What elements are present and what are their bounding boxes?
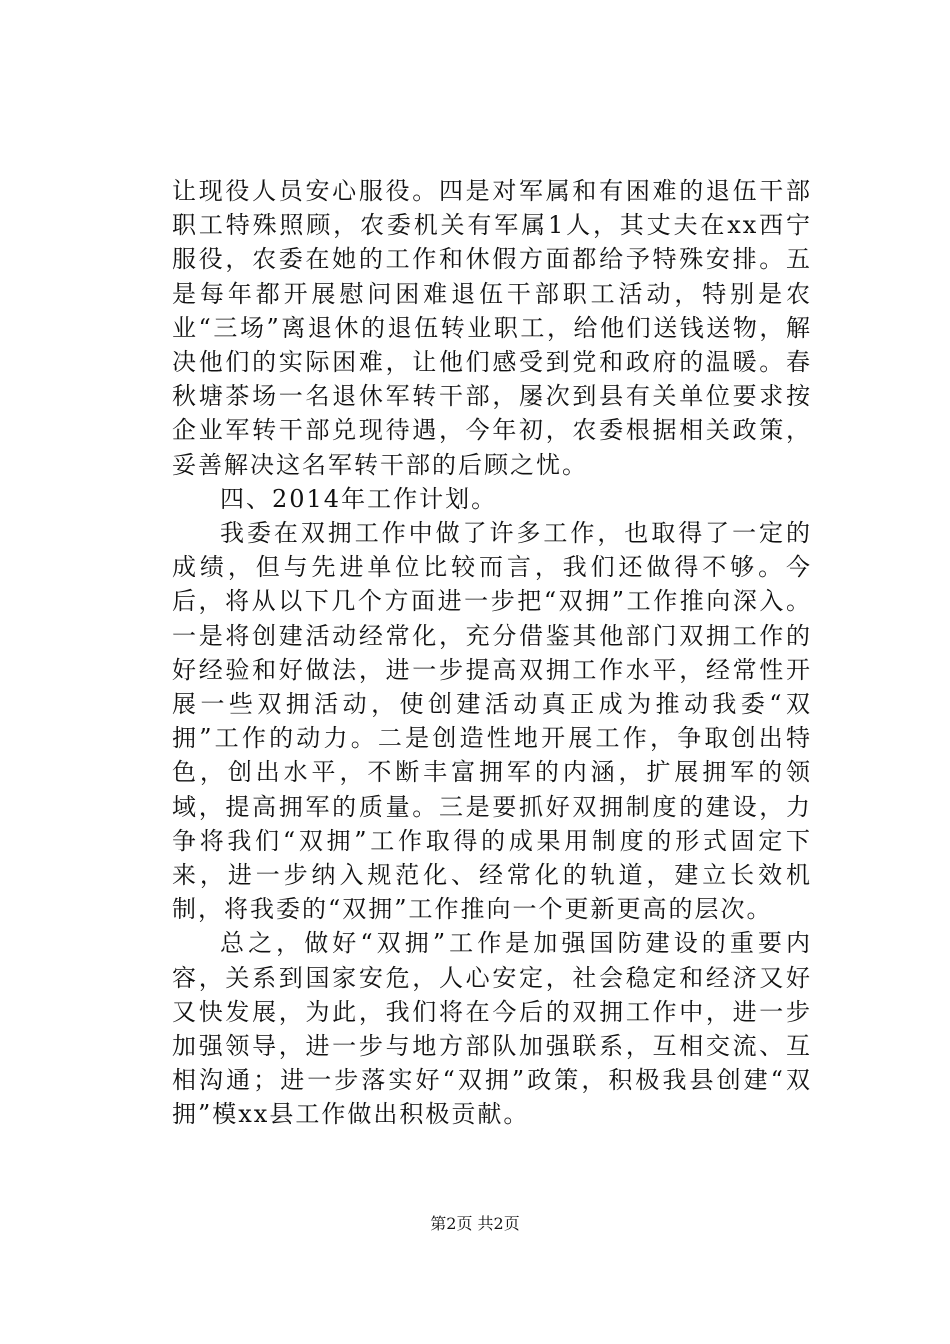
paragraph-continuation: 让现役人员安心服役。四是对军属和有困难的退伍干部职工特殊照顾，农委机关有军属1人，其丈夫在xx西宁服役，农委在她的工作和休假方面都给予特殊安排。五是每年都开展慰问困难退伍干部职工活动，特别是农业“三场”离退休的退伍转业职工，给他们送钱送物，解决他们的实际困难，让他们感受到党和政府的温暖。春秋塘茶场一名退休军转干部，屡次到县有关单位要求按企业军转干部兑现待遇，今年初，农委根据相关政策，妥善解决这名军转干部的后顾之忧。: [172, 177, 812, 479]
page-footer: 第2页 共2页: [430, 1214, 520, 1233]
document-body: [172, 174, 812, 1132]
paragraph-work-plan: 我委在双拥工作中做了许多工作，也取得了一定的成绩，但与先进单位比较而言，我们还做得不够。今后，将从以下几个方面进一步把“双拥”工作推向深入。一是将创建活动经常化，充分借鉴其他部门双拥工作的好经验和好做法，进一步提高双拥工作水平，经常性开展一些双拥活动，使创建活动真正成为推动我委“双拥”工作的动力。二是创造性地开展工作，争取创出特色，创出水平，不断丰富拥军的内涵，扩展拥军的领域，提高拥军的质量。三是要抓好双拥制度的建设，力争将我们“双拥”工作取得的成果用制度的形式固定下来，进一步纳入规范化、经常化的轨道，建立长效机制，将我委的“双拥”工作推向一个更新更高的层次。: [172, 519, 812, 924]
paragraph-conclusion: 总之，做好“双拥”工作是加强国防建设的重要内容，关系到国家安危，人心安定，社会稳定和经济又好又快发展，为此，我们将在今后的双拥工作中，进一步加强领导，进一步与地方部队加强联系，互相交流、互相沟通；进一步落实好“双拥”政策，积极我县创建“双拥”模xx县工作做出积极贡献。: [172, 929, 812, 1129]
section-heading-work-plan: 四、2014年工作计划。: [220, 484, 498, 513]
